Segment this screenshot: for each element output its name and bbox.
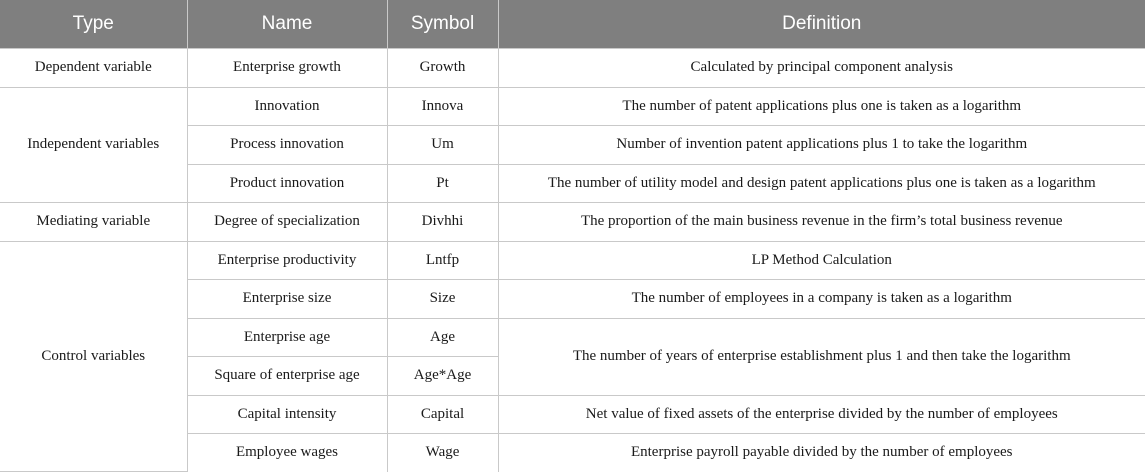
name-cell: Enterprise productivity (187, 241, 387, 280)
header-symbol: Symbol (387, 0, 498, 49)
definition-cell-merged: The number of years of enterprise establishment plus 1 and then take the logarithm (498, 318, 1145, 395)
symbol-cell: Um (387, 126, 498, 165)
definition-cell: Calculated by principal component analysis (498, 49, 1145, 88)
definition-cell: The number of patent applications plus one is taken as a logarithm (498, 87, 1145, 126)
table-row (0, 241, 1145, 280)
table-row (0, 49, 1145, 88)
symbol-cell: Pt (387, 164, 498, 203)
definition-cell: The number of employees in a company is taken as a logarithm (498, 280, 1145, 319)
symbol-cell: Age*Age (387, 357, 498, 396)
symbol-cell: Wage (387, 434, 498, 472)
header-type: Type (0, 0, 187, 49)
symbol-cell: Divhhi (387, 203, 498, 242)
definition-cell: LP Method Calculation (498, 241, 1145, 280)
symbol-cell: Innova (387, 87, 498, 126)
name-cell: Degree of specialization (187, 203, 387, 242)
name-cell: Enterprise growth (187, 49, 387, 88)
symbol-cell: Age (387, 318, 498, 357)
header-row (0, 0, 1145, 49)
definition-cell: The number of utility model and design patent applications plus one is taken as a logarithm (498, 164, 1145, 203)
name-cell: Product innovation (187, 164, 387, 203)
symbol-cell: Growth (387, 49, 498, 88)
name-cell: Capital intensity (187, 395, 387, 434)
definition-cell: Net value of fixed assets of the enterprise divided by the number of employees (498, 395, 1145, 434)
table-row (0, 203, 1145, 242)
table-header (0, 0, 1145, 49)
symbol-cell: Capital (387, 395, 498, 434)
name-cell: Enterprise age (187, 318, 387, 357)
header-definition: Definition (498, 0, 1145, 49)
type-cell-independent: Independent variables (0, 87, 187, 203)
symbol-cell: Size (387, 280, 498, 319)
name-cell: Employee wages (187, 434, 387, 472)
definition-cell: Number of invention patent applications plus 1 to take the logarithm (498, 126, 1145, 165)
name-cell: Square of enterprise age (187, 357, 387, 396)
table-body (0, 49, 1145, 472)
type-cell-control: Control variables (0, 241, 187, 472)
type-cell-dependent: Dependent variable (0, 49, 187, 88)
definition-cell: Enterprise payroll payable divided by the number of employees (498, 434, 1145, 472)
name-cell: Enterprise size (187, 280, 387, 319)
definition-cell: The proportion of the main business revenue in the firm’s total business revenue (498, 203, 1145, 242)
name-cell: Process innovation (187, 126, 387, 165)
header-name: Name (187, 0, 387, 49)
symbol-cell: Lntfp (387, 241, 498, 280)
type-cell-mediating: Mediating variable (0, 203, 187, 242)
name-cell: Innovation (187, 87, 387, 126)
table-row (0, 87, 1145, 126)
